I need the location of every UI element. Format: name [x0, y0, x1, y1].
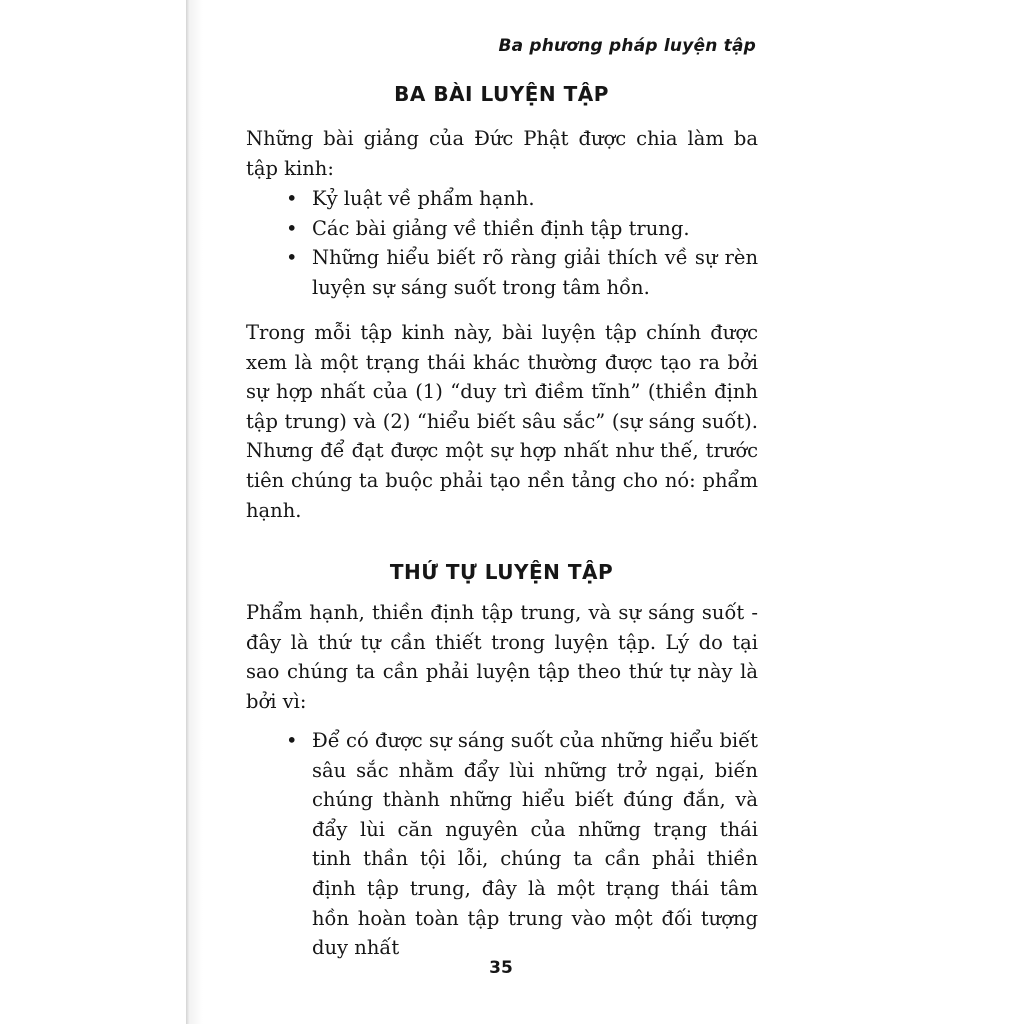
list-item: • Để có được sự sáng suốt của những hiểu biết sâu sắc nhằm đẩy lùi những trở ngại, biến chúng thành những hiểu biết đúng đắn, và đẩy lùi căn nguyên của những trạng thái tinh thần tội lỗi, chúng ta cần phải thiền định tập trung, đây là một trạng thái tâm hồn hoàn toàn tập trung vào một đối tượng duy nhất	[282, 726, 758, 963]
section1-body-paragraph: Trong mỗi tập kinh này, bài luyện tập chính được xem là một trạng thái khác thường được tạo ra bởi sự hợp nhất của (1) “duy trì điềm tĩnh” (thiền định tập trung) và (2) “hiểu biết sâu sắc” (sự sáng suốt). Nhưng để đạt được một sự hợp nhất như thế, trước tiên chúng ta buộc phải tạo nền tảng cho nó: phẩm hạnh.	[246, 321, 758, 522]
section-heading-ba-bai-luyen-tap: BA BÀI LUYỆN TẬP	[394, 82, 609, 106]
section2-body-paragraph: Phẩm hạnh, thiền định tập trung, và sự sáng suốt - đây là thứ tự cần thiết trong luyện tập. Lý do tại sao chúng ta cần phải luyện tập theo thứ tự này là bởi vì:	[246, 601, 758, 713]
section1-intro-paragraph: Những bài giảng của Đức Phật được chia làm ba tập kinh:	[246, 127, 758, 180]
page-gutter-shadow	[189, 0, 203, 1024]
list-item: • Các bài giảng về thiền định tập trung.	[282, 214, 758, 244]
list-item: • Những hiểu biết rõ ràng giải thích về sự rèn luyện sự sáng suốt trong tâm hồn.	[282, 243, 758, 302]
running-head: Ba phương pháp luyện tập	[498, 36, 756, 56]
page-number: 35	[489, 958, 513, 978]
section-heading-thu-tu-luyen-tap: THỨ TỰ LUYỆN TẬP	[389, 560, 614, 584]
list-item: • Kỷ luật về phẩm hạnh.	[282, 184, 758, 214]
section1-bullet-list	[282, 184, 758, 302]
section2-bullet-list	[282, 726, 758, 963]
